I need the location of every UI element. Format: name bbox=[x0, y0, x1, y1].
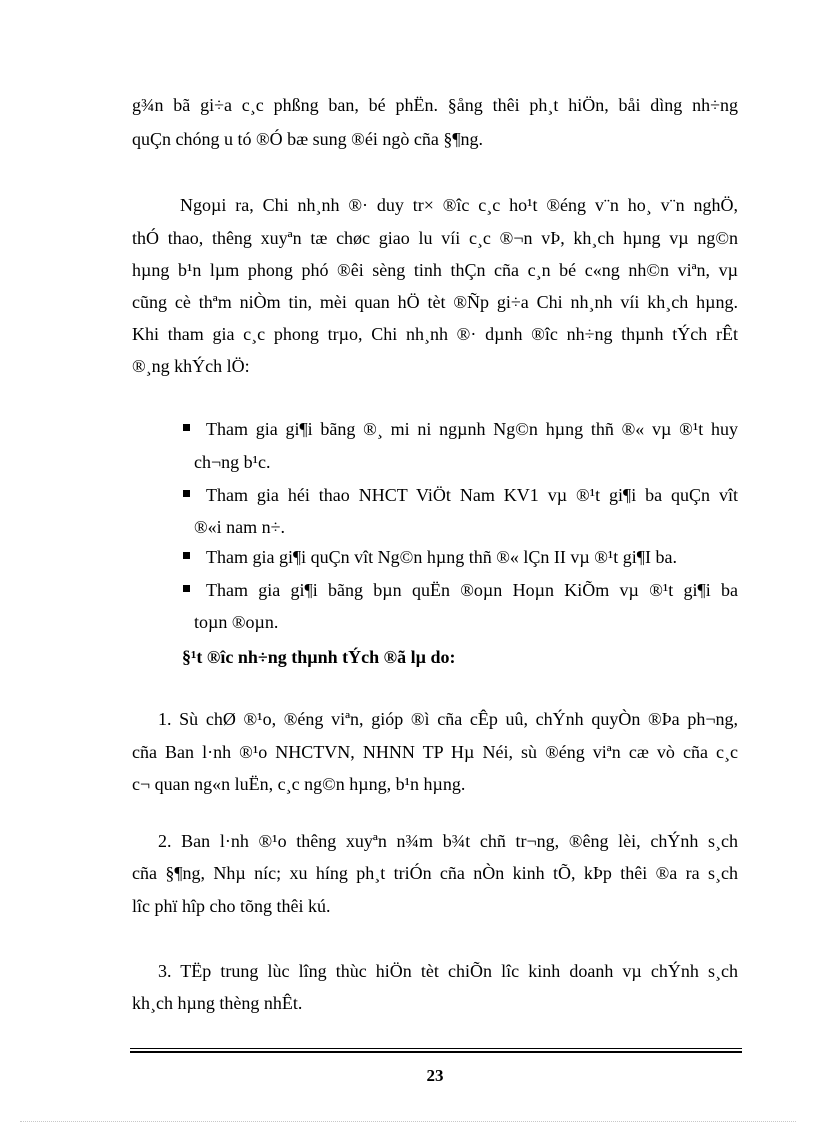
text-line: c¬ quan ng«n luËn, c¸c ng©n hµng, b¹n hµng. bbox=[132, 774, 466, 794]
text-line: quÇn chóng u tó ®Ó bæ sung ®éi ngò cña §¶ng. bbox=[132, 129, 483, 149]
text-line: Tham gia gi¶i quÇn vît Ng©n hµng thñ ®« lÇn II vµ ®¹t gi¶I ba. bbox=[206, 547, 677, 567]
text-line: cña Ban l·nh ®¹o NHCTVN, NHNN TP Hµ Néi, sù ®éng viªn cæ vò cña c¸c bbox=[132, 742, 738, 762]
square-bullet-icon bbox=[183, 490, 190, 497]
square-bullet-icon bbox=[183, 585, 190, 592]
text-line: Khi tham gia c¸c phong trµo, Chi nh¸nh ®· dµnh ®îc nh÷ng thµnh tÝch rÊt bbox=[132, 324, 738, 344]
footer-rule bbox=[130, 1051, 742, 1053]
text-line: cũng cè thªm niÒm tin, mèi quan hÖ tèt ®Ñp gi÷a Chi nh¸nh víi kh¸ch hµng. bbox=[132, 292, 738, 312]
text-line: 1. Sù chØ ®¹o, ®éng viªn, gióp ®ì cña cÊp uû, chÝnh quyÒn ®Þa ph¬ng, bbox=[158, 709, 738, 729]
text-line: lîc phï hîp cho tõng thêi kú. bbox=[132, 896, 331, 916]
square-bullet-icon bbox=[183, 552, 190, 559]
text-line: 3. TËp trung lùc lîng thùc hiÖn tèt chiÕn lîc kinh doanh vµ chÝnh s¸ch bbox=[158, 961, 738, 981]
text-line: Tham gia héi thao NHCT ViÖt Nam KV1 vµ ®¹t gi¶i ba quÇn vît bbox=[206, 485, 738, 505]
text-line: Tham gia gi¶i bãng ®¸ mi ni ngµnh Ng©n hµng thñ ®« vµ ®¹t huy bbox=[206, 419, 738, 439]
footer-rule bbox=[130, 1048, 742, 1049]
section-heading: §¹t ®îc nh÷ng thµnh tÝch ®ã lµ do: bbox=[182, 647, 456, 667]
text-line: Tham gia gi¶i bãng bµn quËn ®oµn Hoµn KiÕm vµ ®¹t gi¶i ba bbox=[206, 580, 738, 600]
text-line: cña §¶ng, Nhµ níc; xu híng ph¸t triÓn cña nÒn kinh tÕ, kÞp thêi ®a ra s¸ch bbox=[132, 863, 738, 883]
text-line: ®¸ng khÝch lÖ: bbox=[132, 356, 250, 376]
text-line: ch¬ng b¹c. bbox=[194, 452, 271, 472]
square-bullet-icon bbox=[183, 424, 190, 431]
page-edge-divider bbox=[20, 1121, 796, 1122]
text-line: thÓ thao, thêng xuyªn tæ chøc giao lu víi c¸c ®¬n vÞ, kh¸ch hµng vµ ng©n bbox=[132, 228, 738, 248]
text-line: kh¸ch hµng thèng nhÊt. bbox=[132, 993, 303, 1013]
text-line: toµn ®oµn. bbox=[194, 612, 279, 632]
text-line: g¾n bã gi÷a c¸c phßng ban, bé phËn. §ång thêi ph¸t hiÖn, båi dìng nh÷ng bbox=[132, 95, 738, 115]
text-line: 2. Ban l·nh ®¹o thêng xuyªn n¾m b¾t chñ tr¬ng, ®êng lèi, chÝnh s¸ch bbox=[158, 831, 738, 851]
text-line: ®«i nam n÷. bbox=[194, 517, 286, 537]
text-line: hµng b¹n lµm phong phó ®êi sèng tinh thÇn cña c¸n bé c«ng nh©n viªn, vµ bbox=[132, 260, 738, 280]
page-number: 23 bbox=[426, 1066, 444, 1085]
text-line: Ngoµi ra, Chi nh¸nh ®· duy tr× ®îc c¸c ho¹t ®éng v¨n ho¸ v¨n nghÖ, bbox=[180, 195, 738, 215]
